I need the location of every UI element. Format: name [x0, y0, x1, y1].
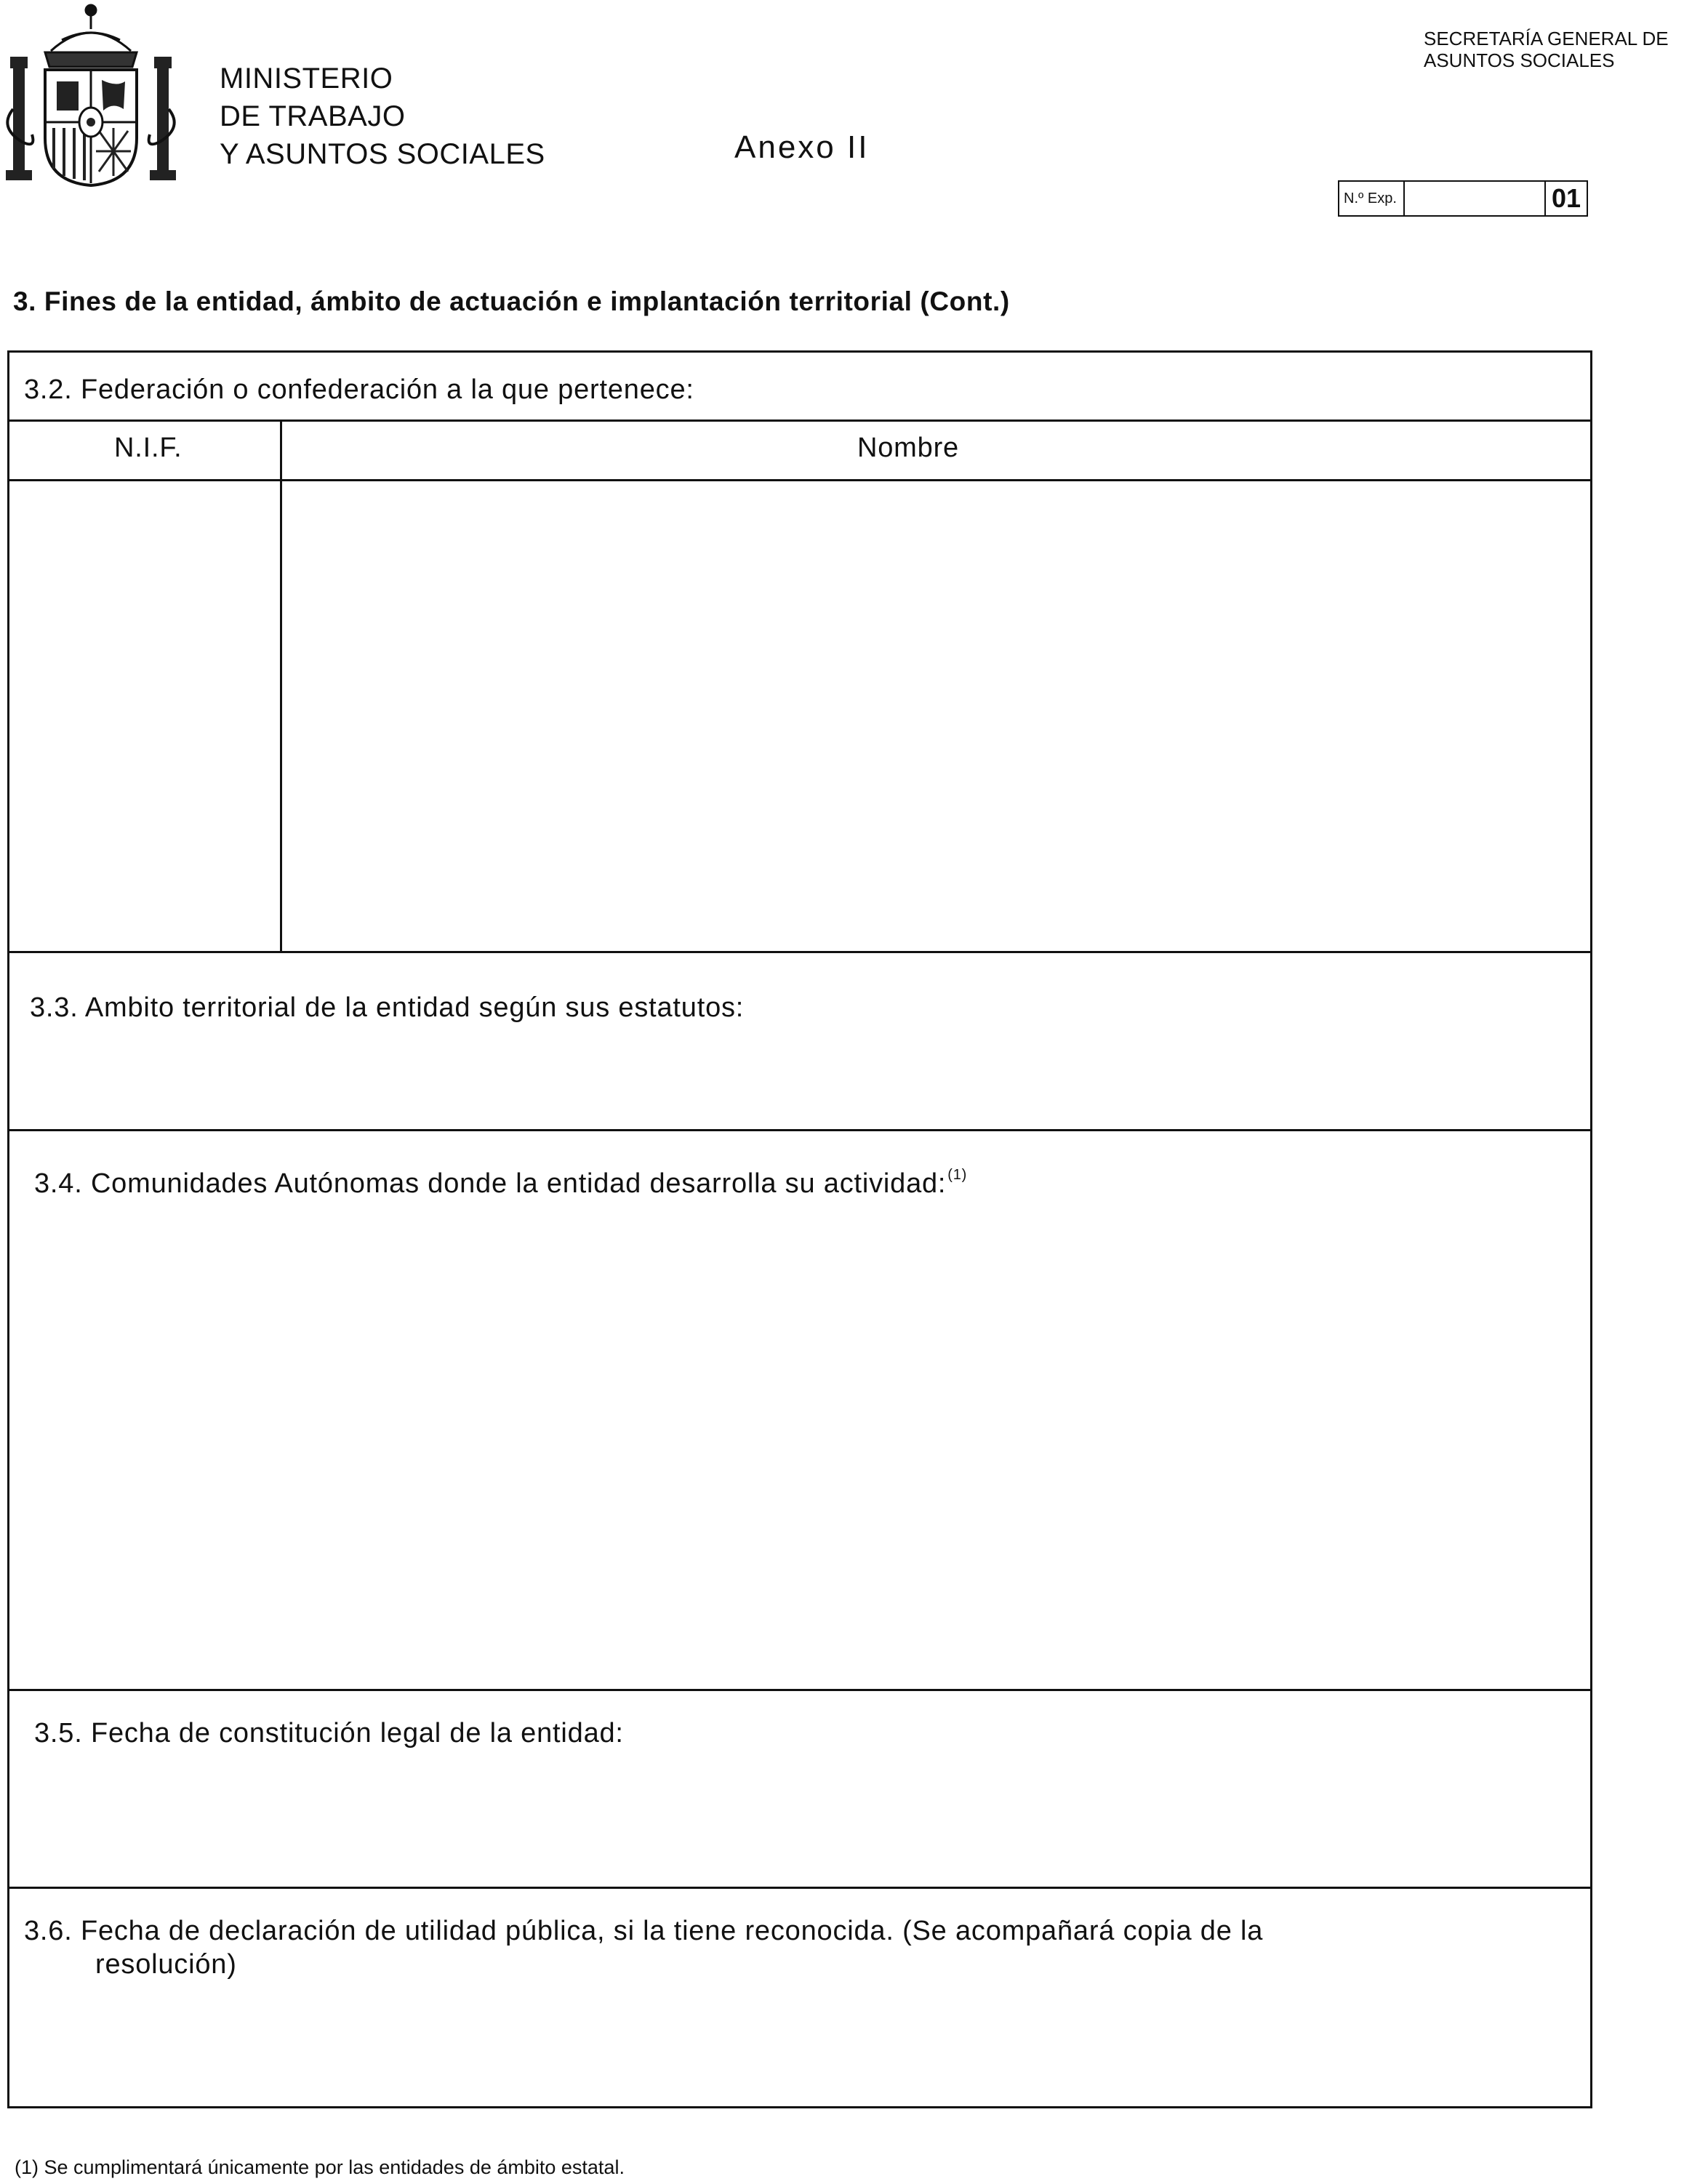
ministry-line-1: MINISTERIO [220, 63, 393, 95]
expediente-box [1338, 180, 1588, 217]
secretaria-line-1: SECRETARÍA GENERAL DE [1424, 28, 1669, 49]
comunidades-label [34, 1167, 967, 1200]
divider [9, 1689, 1590, 1691]
comunidades-label-text: 3.4. Comunidades Autónomas donde la entidad desarrolla su actividad: [34, 1168, 947, 1199]
spanish-coat-of-arms-icon [0, 0, 182, 189]
divider [9, 479, 1590, 481]
fecha-constitucion-field[interactable] [9, 1770, 1589, 1879]
form-frame [7, 350, 1592, 2108]
divider [9, 1887, 1590, 1889]
divider [9, 951, 1590, 953]
ambito-label: 3.3. Ambito territorial de la entidad según sus estatutos: [30, 992, 745, 1023]
utilidad-publica-field[interactable] [9, 1996, 1589, 2097]
expediente-number-field[interactable] [1405, 182, 1547, 215]
federation-label: 3.2. Federación o confederación a la que pertenece: [24, 374, 694, 405]
comunidades-field[interactable] [9, 1218, 1589, 1683]
expediente-label: N.º Exp. [1339, 182, 1405, 215]
column-header-nombre: Nombre [857, 433, 959, 463]
ministry-name [220, 60, 545, 173]
footnote: (1) Se cumplimentará únicamente por las entidades de ámbito estatal. [15, 2156, 625, 2178]
nif-field[interactable] [9, 482, 278, 947]
column-divider [280, 419, 282, 951]
annex-title: Anexo II [734, 129, 870, 165]
utilidad-publica-label-line-1: 3.6. Fecha de declaración de utilidad pública, si la tiene reconocida. (Se acompañará copia de la [24, 1916, 1264, 1946]
ministry-line-2: DE TRABAJO [220, 100, 406, 132]
secretaria-name [1424, 28, 1669, 71]
secretaria-line-2: ASUNTOS SOCIALES [1424, 49, 1615, 71]
divider [9, 419, 1590, 422]
footnote-ref: (1) [947, 1167, 968, 1183]
nombre-field[interactable] [284, 482, 1589, 947]
fecha-constitucion-label: 3.5. Fecha de constitución legal de la entidad: [34, 1718, 624, 1749]
form-code: 01 [1544, 182, 1587, 215]
utilidad-publica-label-line-2: resolución) [95, 1949, 237, 1980]
divider [9, 1129, 1590, 1131]
ministry-line-3: Y ASUNTOS SOCIALES [220, 138, 545, 170]
section-title: 3. Fines de la entidad, ámbito de actuación e implantación territorial (Cont.) [13, 286, 1010, 316]
column-header-nif: N.I.F. [114, 433, 183, 463]
ambito-field[interactable] [9, 1043, 1589, 1123]
